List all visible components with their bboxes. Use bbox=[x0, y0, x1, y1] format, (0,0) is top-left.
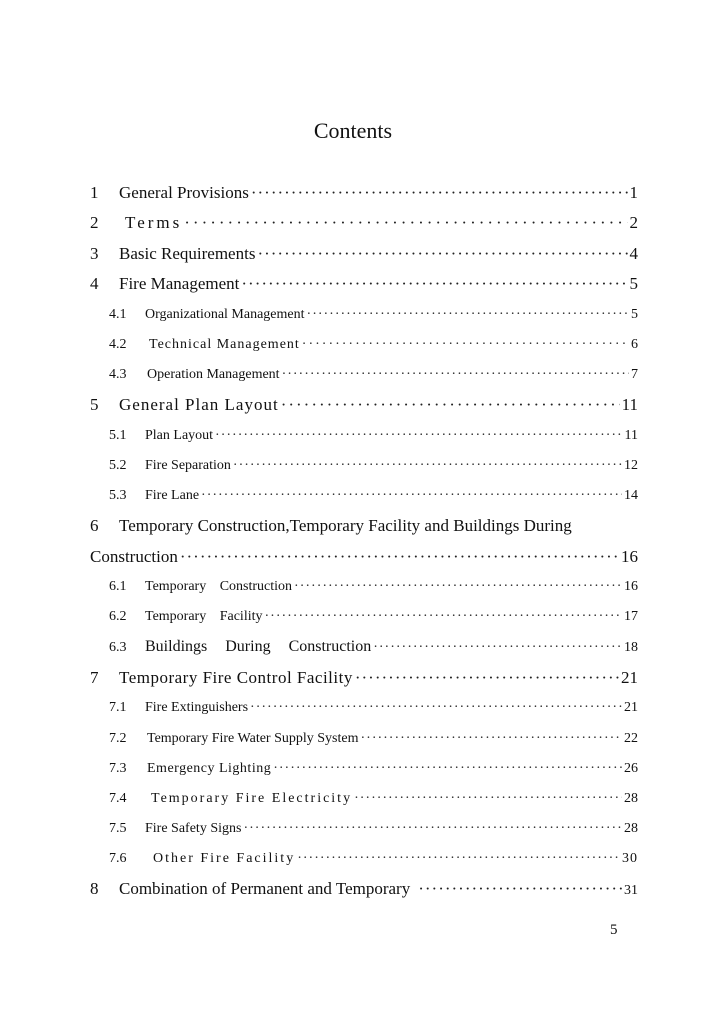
dot-leader bbox=[241, 269, 627, 299]
toc-title: Technical Management bbox=[149, 337, 300, 352]
toc-page-number: 22 bbox=[624, 731, 638, 746]
toc-title: Fire Management bbox=[119, 274, 240, 293]
toc-title: Other Fire Facility bbox=[153, 851, 296, 866]
toc-number: 1 bbox=[90, 183, 99, 202]
dot-leader bbox=[307, 300, 629, 330]
toc-number: 8 bbox=[90, 879, 99, 898]
toc-page-number: 16 bbox=[621, 547, 638, 566]
toc-number: 4.1 bbox=[109, 307, 127, 322]
toc-page-number: 16 bbox=[624, 579, 638, 594]
dot-leader bbox=[233, 451, 622, 481]
dot-leader bbox=[302, 330, 629, 360]
toc-title: Temporary Construction,Temporary Facility and Buildings During bbox=[119, 516, 572, 535]
toc-number: 6.3 bbox=[109, 640, 127, 655]
toc-title: Temporary Fire Electricity bbox=[151, 791, 353, 806]
toc-number: 4.2 bbox=[109, 337, 127, 352]
toc-title: General Plan Layout bbox=[119, 395, 279, 414]
toc-page-number: 11 bbox=[624, 428, 638, 443]
toc-title: Plan Layout bbox=[145, 428, 214, 443]
toc-entry-3[interactable] bbox=[90, 239, 638, 269]
toc-title: Fire Extinguishers bbox=[145, 700, 249, 715]
toc-page-number: 11 bbox=[621, 395, 638, 414]
toc-entry-7-3[interactable] bbox=[90, 754, 638, 784]
dot-leader bbox=[257, 239, 627, 269]
toc-page-number: 31 bbox=[624, 883, 638, 898]
toc-page-number: 5 bbox=[631, 307, 638, 322]
toc-number: 7.6 bbox=[109, 851, 127, 866]
toc-entry-6-1[interactable] bbox=[90, 572, 638, 602]
toc-entry-7-5[interactable] bbox=[90, 814, 638, 844]
dot-leader bbox=[355, 663, 619, 693]
toc-number: 6.1 bbox=[109, 579, 127, 594]
dot-leader bbox=[297, 844, 620, 874]
toc-entry-5-1[interactable] bbox=[90, 421, 638, 451]
toc-page-number: 26 bbox=[624, 761, 638, 776]
toc-entry-2[interactable] bbox=[90, 208, 638, 238]
dot-leader bbox=[180, 542, 619, 572]
dot-leader bbox=[184, 208, 627, 238]
toc-title: Temporary Construction bbox=[145, 579, 293, 594]
toc-entry-7[interactable] bbox=[90, 663, 638, 693]
toc-page-number: 17 bbox=[624, 609, 638, 624]
toc-number: 2 bbox=[90, 213, 99, 232]
toc-entry-6-line-1 bbox=[90, 511, 638, 541]
dot-leader bbox=[282, 360, 629, 390]
toc-page-number: 1 bbox=[629, 183, 638, 202]
toc-page-number: 14 bbox=[624, 488, 638, 503]
toc-entry-4[interactable] bbox=[90, 269, 638, 299]
toc-title: Combination of Permanent and Temporary bbox=[119, 879, 411, 898]
dot-leader bbox=[354, 784, 622, 814]
toc-title: Temporary Facility bbox=[145, 609, 263, 624]
toc-number: 7.1 bbox=[109, 700, 127, 715]
toc-number: 5.2 bbox=[109, 458, 127, 473]
toc-title: Fire Safety Signs bbox=[145, 821, 242, 836]
toc-number: 7 bbox=[90, 668, 99, 687]
dot-leader bbox=[215, 421, 622, 451]
toc-entry-6-3[interactable] bbox=[90, 632, 638, 662]
dot-leader bbox=[243, 814, 622, 844]
toc-title: Temporary Fire Water Supply System bbox=[147, 731, 359, 746]
toc-page-number: 28 bbox=[624, 791, 638, 806]
toc-title: Buildings During Construction bbox=[145, 638, 372, 655]
toc-page-number: 6 bbox=[631, 337, 638, 352]
toc-entry-7-1[interactable] bbox=[90, 693, 638, 723]
toc-title: Temporary Fire Control Facility bbox=[119, 668, 353, 687]
toc-title-continued: Construction bbox=[90, 547, 178, 566]
toc-title: Fire Separation bbox=[145, 458, 231, 473]
toc-entry-1[interactable] bbox=[90, 178, 638, 208]
toc-number: 7.5 bbox=[109, 821, 127, 836]
toc-page-number: 28 bbox=[624, 821, 638, 836]
toc-entry-4-1[interactable] bbox=[90, 300, 638, 330]
toc-number: 7.4 bbox=[109, 791, 127, 806]
toc-page-number: 30 bbox=[622, 851, 638, 866]
toc-entry-5-2[interactable] bbox=[90, 451, 638, 481]
toc-title: Operation Management bbox=[147, 367, 280, 382]
toc-entry-6-line-2 bbox=[90, 542, 638, 572]
toc-number: 3 bbox=[90, 244, 99, 263]
toc-number: 4.3 bbox=[109, 367, 127, 382]
toc-number: 5 bbox=[90, 395, 99, 414]
page-title: Contents bbox=[313, 118, 393, 143]
toc-number: 6.2 bbox=[109, 609, 127, 624]
toc-title: General Provisions bbox=[119, 183, 249, 202]
dot-leader bbox=[250, 693, 622, 723]
toc-number: 7.3 bbox=[109, 761, 127, 776]
toc-page-number: 5 bbox=[629, 274, 638, 293]
toc-entry-7-6[interactable] bbox=[90, 844, 638, 874]
toc-number: 4 bbox=[90, 274, 99, 293]
page-number: 5 bbox=[610, 922, 618, 938]
dot-leader bbox=[361, 724, 623, 754]
toc-page-number: 21 bbox=[621, 668, 638, 687]
toc-number: 5.1 bbox=[109, 428, 127, 443]
toc-number: 7.2 bbox=[109, 731, 127, 746]
toc-page-number: 4 bbox=[629, 244, 638, 263]
toc-title: Basic Requirements bbox=[119, 244, 256, 263]
toc-entry-4-2[interactable] bbox=[90, 330, 638, 360]
toc-page-number: 21 bbox=[624, 700, 638, 715]
dot-leader bbox=[281, 390, 620, 420]
toc-entry-8[interactable] bbox=[90, 874, 638, 904]
toc-entry-7-4[interactable] bbox=[90, 784, 638, 814]
toc-title: Fire Lane bbox=[145, 488, 200, 503]
dot-leader bbox=[418, 874, 622, 904]
dot-leader bbox=[201, 481, 622, 511]
toc-entry-7-2[interactable] bbox=[90, 724, 638, 754]
dot-leader bbox=[251, 178, 628, 208]
dot-leader bbox=[265, 602, 623, 632]
dot-leader bbox=[373, 633, 622, 663]
toc-entry-4-3[interactable] bbox=[90, 360, 638, 390]
toc-number: 6 bbox=[90, 516, 99, 535]
dot-leader bbox=[294, 572, 622, 602]
toc-title: Organizational Management bbox=[145, 307, 305, 322]
toc-page-number: 2 bbox=[629, 213, 638, 232]
toc-page-number: 18 bbox=[624, 640, 638, 655]
toc-title: Emergency Lighting bbox=[147, 761, 272, 776]
toc-page-number: 7 bbox=[631, 367, 638, 382]
toc-entry-5[interactable] bbox=[90, 390, 638, 420]
toc-page-number: 12 bbox=[624, 458, 638, 473]
toc-title: Terms bbox=[125, 213, 183, 232]
toc-entry-6-2[interactable] bbox=[90, 602, 638, 632]
toc-entry-5-3[interactable] bbox=[90, 481, 638, 511]
dot-leader bbox=[273, 754, 622, 784]
toc-number: 5.3 bbox=[109, 488, 127, 503]
